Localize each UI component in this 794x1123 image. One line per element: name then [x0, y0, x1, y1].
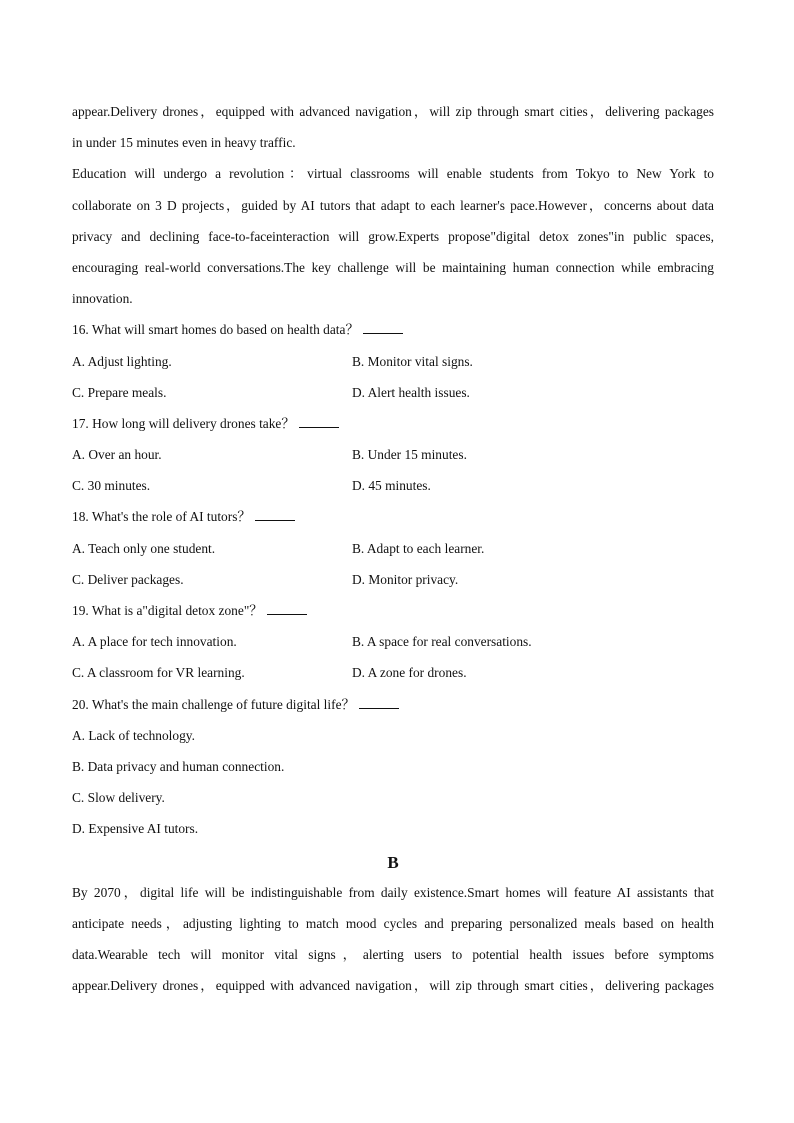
option-b[interactable]: B. Adapt to each learner.: [352, 540, 485, 556]
options-row: [72, 474, 714, 505]
option-d[interactable]: D. A zone for drones.: [352, 665, 467, 681]
option-b[interactable]: B. A space for real conversations.: [352, 634, 532, 650]
question-18: [72, 505, 714, 536]
answer-blank[interactable]: [359, 696, 399, 709]
options-row: [72, 443, 714, 474]
question-stem: 16. What will smart homes do based on health data？: [72, 322, 359, 338]
options-row: [72, 381, 714, 412]
passage-b-line: anticipate needs，adjusting lighting to match mood cycles and preparing personalized meals based on health: [72, 915, 714, 931]
option-d[interactable]: D. 45 minutes.: [352, 478, 431, 494]
option-a[interactable]: A. A place for tech innovation.: [72, 634, 237, 650]
passage-b-line: data.Wearable tech will monitor vital signs，alerting users to potential health issues before symptoms: [72, 946, 714, 962]
passage-a-line: Education will undergo a revolution：virtual classrooms will enable students from Tokyo to New York to: [72, 166, 714, 182]
question-19: [72, 599, 714, 630]
question-stem: 17. How long will delivery drones take？: [72, 415, 295, 431]
passage-b-line: By 2070，digital life will be indistinguishable from daily existence.Smart homes will feature AI assistants that: [72, 884, 714, 900]
option-c[interactable]: C. 30 minutes.: [72, 478, 151, 494]
passage-a-line: encouraging real-world conversations.The key challenge will be maintaining human connection while embracing: [72, 259, 714, 275]
question-stem: 20. What's the main challenge of future digital life？: [72, 696, 355, 712]
question-stem: 19. What is a"digital detox zone"？: [72, 603, 263, 618]
question-20: [72, 693, 714, 724]
section-b-title: B: [387, 852, 399, 872]
option-d[interactable]: D. Expensive AI tutors.: [72, 821, 199, 837]
option-a[interactable]: A. Teach only one student.: [72, 540, 216, 556]
passage-a-line: in under 15 minutes even in heavy traffic.: [72, 135, 296, 151]
passage-a-line: collaborate on 3 D projects，guided by AI tutors that adapt to each learner's pace.However，concerns about data: [72, 197, 714, 213]
passage-a-line: innovation.: [72, 291, 133, 307]
answer-blank[interactable]: [299, 415, 339, 428]
answer-blank[interactable]: [255, 508, 295, 521]
options-row: [72, 568, 714, 599]
option-b[interactable]: B. Monitor vital signs.: [352, 353, 473, 369]
passage-a-line: appear.Delivery drones，equipped with advanced navigation，will zip through smart cities，delivering packages: [72, 104, 714, 119]
passage-b-line: appear.Delivery drones，equipped with advanced navigation，will zip through smart cities，delivering packages: [72, 978, 714, 994]
option-a[interactable]: A. Adjust lighting.: [72, 353, 172, 369]
option-c[interactable]: C. Prepare meals.: [72, 384, 167, 400]
question-stem: 18. What's the role of AI tutors？: [72, 509, 251, 525]
option-d[interactable]: D. Monitor privacy.: [352, 571, 459, 587]
options-row: [72, 661, 714, 692]
option-c[interactable]: C. A classroom for VR learning.: [72, 665, 245, 681]
question-17: [72, 412, 714, 443]
option-b[interactable]: B. Data privacy and human connection.: [72, 758, 285, 774]
options-row: [72, 350, 714, 381]
option-c[interactable]: C. Slow delivery.: [72, 790, 165, 806]
options-row: [72, 630, 714, 661]
option-a[interactable]: A. Lack of technology.: [72, 727, 195, 743]
option-c[interactable]: C. Deliver packages.: [72, 571, 184, 587]
document-page: [72, 100, 714, 1005]
option-d[interactable]: D. Alert health issues.: [352, 384, 470, 400]
options-row: [72, 537, 714, 568]
answer-blank[interactable]: [363, 321, 403, 334]
answer-blank[interactable]: [267, 602, 307, 615]
question-16: [72, 318, 714, 349]
option-a[interactable]: A. Over an hour.: [72, 447, 162, 463]
passage-a-line: privacy and declining face-to-faceinteraction will grow.Experts propose"digital detox zones"in public spaces,: [72, 228, 714, 244]
option-b[interactable]: B. Under 15 minutes.: [352, 447, 467, 463]
